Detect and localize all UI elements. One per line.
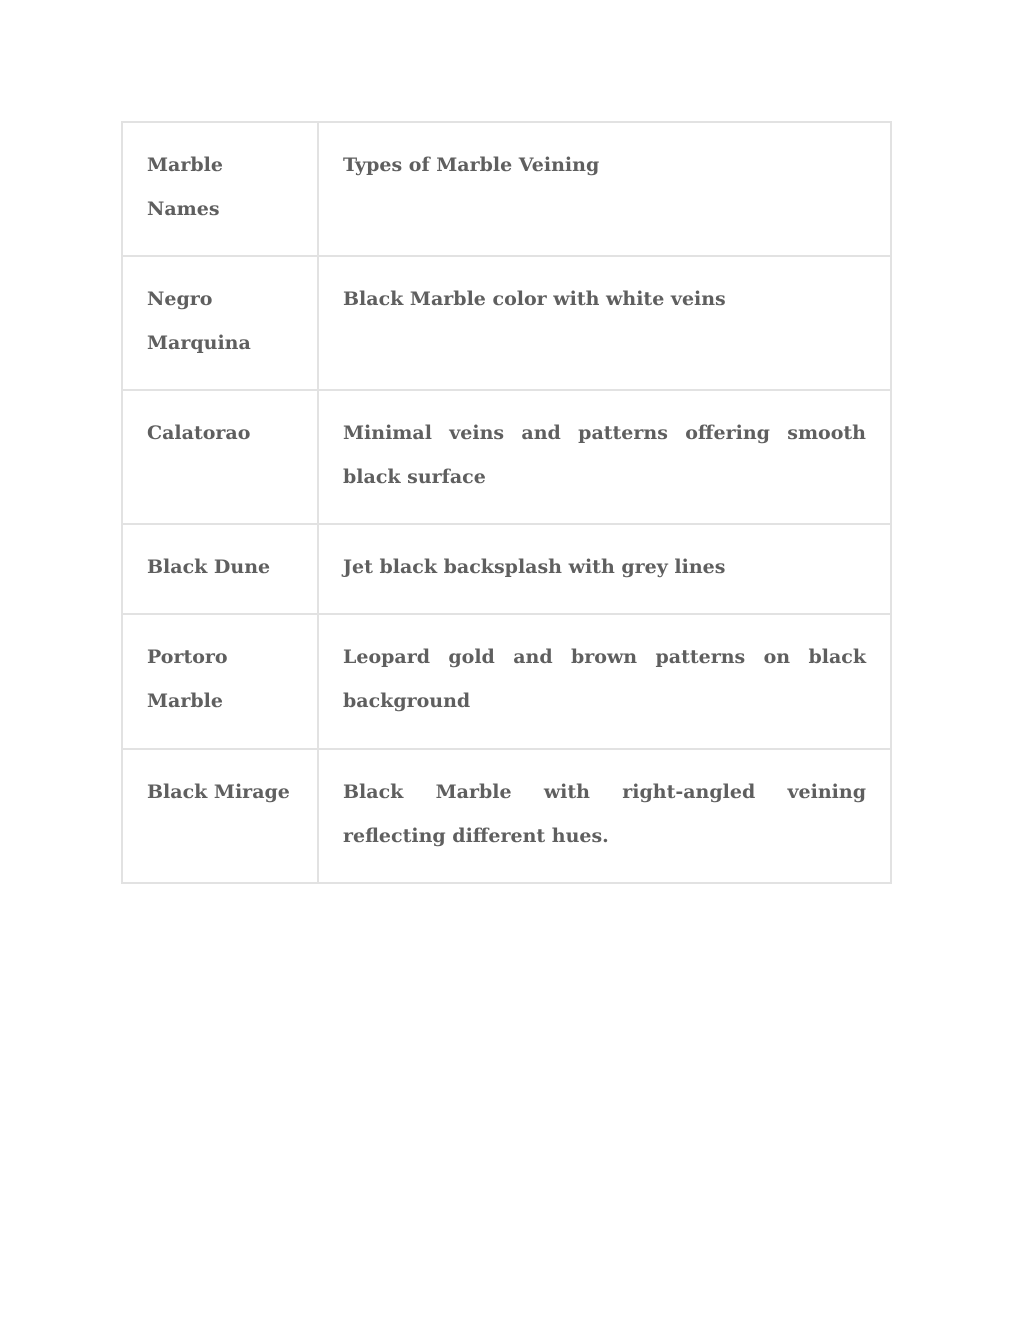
table-row [122, 524, 891, 614]
header-cell-marble-names: Marble Names [122, 122, 318, 256]
table-row [122, 256, 891, 390]
marble-veining-table [121, 121, 892, 884]
table-row [122, 614, 891, 749]
marble-name-cell: Black Dune [122, 524, 318, 614]
header-cell-veining-types: Types of Marble Veining [318, 122, 891, 256]
marble-name-cell: Negro Marquina [122, 256, 318, 390]
veining-description-cell: Black Marble with right-angled veining reflecting different hues. [318, 749, 891, 883]
marble-name-cell: Calatorao [122, 390, 318, 524]
veining-description-cell: Leopard gold and brown patterns on black background [318, 614, 891, 749]
veining-description-cell: Jet black backsplash with grey lines [318, 524, 891, 614]
table-row [122, 749, 891, 883]
marble-name-cell: Black Mirage [122, 749, 318, 883]
table-header-row [122, 122, 891, 256]
table-row [122, 390, 891, 524]
veining-description-cell: Black Marble color with white veins [318, 256, 891, 390]
veining-description-cell: Minimal veins and patterns offering smooth black surface [318, 390, 891, 524]
marble-name-cell: Portoro Marble [122, 614, 318, 749]
